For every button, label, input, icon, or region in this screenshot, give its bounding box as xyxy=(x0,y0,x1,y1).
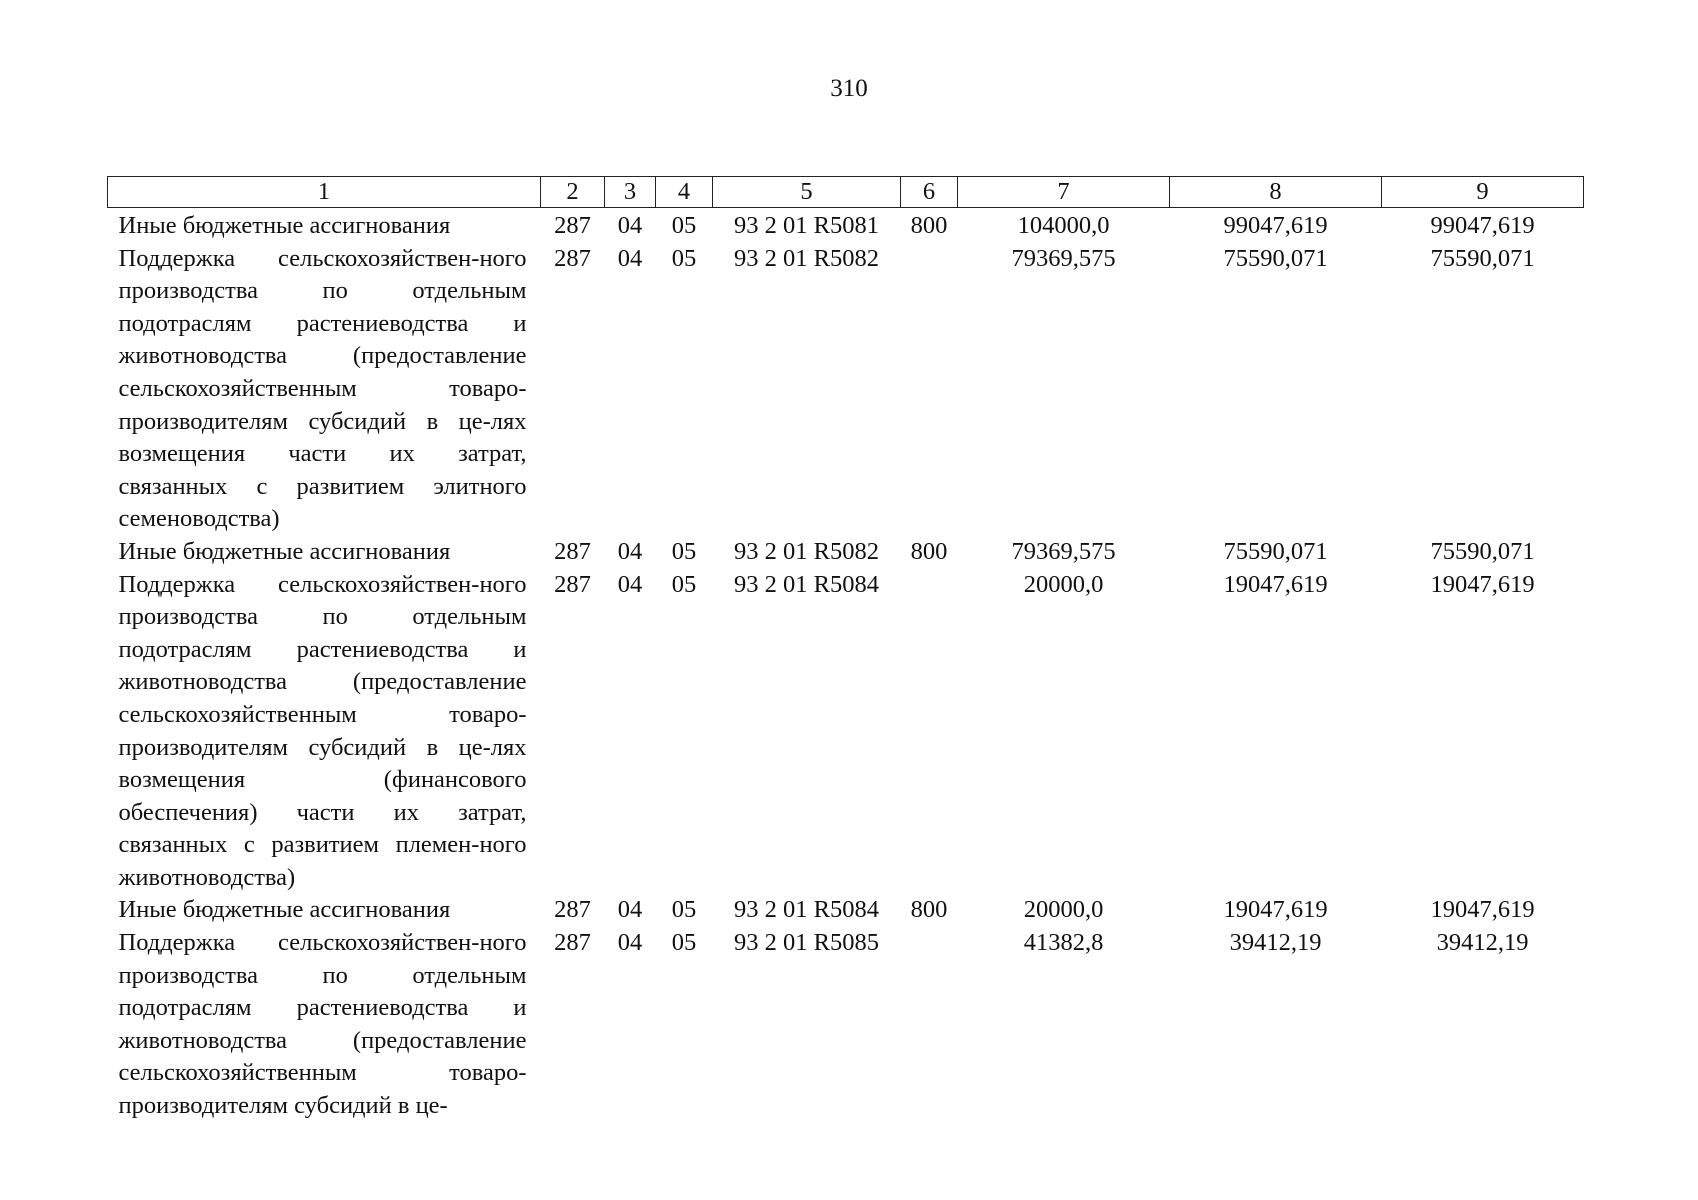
cell-amount-col7: 20000,0 xyxy=(1023,896,1104,924)
cell-amount-col9: 39412,19 xyxy=(1436,929,1529,957)
cell-amount-col9: 19047,619 xyxy=(1430,570,1535,598)
cell-ministry-code: 287 xyxy=(554,212,591,239)
table-body xyxy=(108,208,1584,1123)
cell-section-code: 04 xyxy=(617,896,643,924)
cell-target-article: 93 2 01 R5082 xyxy=(734,244,879,272)
row-name: Поддержка сельскохозяйствен-ного производства по отдельным подотраслям растениеводства и животноводства (предоставление сельскохозяйственным товаро-производителям субсидий в це-лях возмещения (финансового обеспечения) части их затрат, связанных с развитием племен-ного животноводства) xyxy=(118,570,527,891)
page-number: 310 xyxy=(830,75,868,102)
table-row xyxy=(108,208,1584,243)
cell-subsection-code: 05 xyxy=(671,537,697,565)
table-row xyxy=(108,894,1584,927)
cell-expense-type xyxy=(901,569,958,895)
header-col-9: 9 xyxy=(1382,177,1584,208)
cell-amount-col7: 104000,0 xyxy=(1017,212,1110,239)
row-name: Иные бюджетные ассигнования xyxy=(118,896,451,924)
table-row xyxy=(108,569,1584,895)
header-col-8: 8 xyxy=(1170,177,1382,208)
header-col-1: 1 xyxy=(108,177,541,208)
cell-ministry-code: 287 xyxy=(554,537,591,565)
row-name: Поддержка сельскохозяйствен-ного производства по отдельным подотраслям растениеводства и животноводства (предоставление сельскохозяйственным товаро-производителям субсидий в це-лях возмещения части их затрат, связанных с развитием элитного семеноводства) xyxy=(118,244,527,533)
header-col-3: 3 xyxy=(605,177,656,208)
table-row xyxy=(108,927,1584,1123)
row-name: Поддержка сельскохозяйствен-ного производства по отдельным подотраслям растениеводства и животноводства (предоставление сельскохозяйственным товаро-производителям субсидий в це- xyxy=(118,929,527,1120)
header-row xyxy=(108,177,1584,208)
header-col-2: 2 xyxy=(541,177,605,208)
cell-amount-col8: 39412,19 xyxy=(1229,929,1322,957)
cell-amount-col9: 19047,619 xyxy=(1430,896,1535,924)
cell-ministry-code: 287 xyxy=(554,896,591,924)
cell-expense-type xyxy=(901,243,958,536)
cell-subsection-code: 05 xyxy=(671,244,697,272)
cell-section-code: 04 xyxy=(617,537,643,565)
header-col-5: 5 xyxy=(713,177,901,208)
cell-target-article: 93 2 01 R5084 xyxy=(734,896,879,924)
header-col-4: 4 xyxy=(656,177,713,208)
cell-amount-col8: 19047,619 xyxy=(1223,570,1328,598)
cell-target-article: 93 2 01 R5084 xyxy=(734,570,879,598)
row-name: Иные бюджетные ассигнования xyxy=(118,537,451,565)
cell-amount-col8: 19047,619 xyxy=(1223,896,1328,924)
cell-subsection-code: 05 xyxy=(671,570,697,598)
cell-amount-col7: 79369,575 xyxy=(1011,244,1116,272)
cell-amount-col8: 75590,071 xyxy=(1223,537,1328,565)
cell-expense-type: 800 xyxy=(910,212,948,239)
budget-table xyxy=(107,176,1584,1123)
cell-subsection-code: 05 xyxy=(671,212,697,239)
cell-subsection-code: 05 xyxy=(671,896,697,924)
cell-target-article: 93 2 01 R5081 xyxy=(734,212,879,239)
cell-subsection-code: 05 xyxy=(671,929,697,957)
cell-amount-col8: 75590,071 xyxy=(1223,244,1328,272)
cell-section-code: 04 xyxy=(617,570,643,598)
table-header xyxy=(108,177,1584,208)
cell-target-article: 93 2 01 R5085 xyxy=(734,929,879,957)
cell-ministry-code: 287 xyxy=(554,570,591,598)
cell-section-code: 04 xyxy=(617,929,643,957)
cell-expense-type xyxy=(901,927,958,1123)
cell-section-code: 04 xyxy=(617,212,643,239)
row-name: Иные бюджетные ассигнования xyxy=(118,212,451,239)
cell-target-article: 93 2 01 R5082 xyxy=(734,537,879,565)
cell-ministry-code: 287 xyxy=(554,929,591,957)
table-row xyxy=(108,243,1584,536)
table-row xyxy=(108,536,1584,569)
cell-amount-col9: 99047,619 xyxy=(1430,212,1535,239)
cell-amount-col7: 20000,0 xyxy=(1023,570,1104,598)
cell-amount-col7: 41382,8 xyxy=(1023,929,1104,957)
header-col-7: 7 xyxy=(958,177,1170,208)
cell-expense-type: 800 xyxy=(910,896,948,924)
cell-amount-col9: 75590,071 xyxy=(1430,244,1535,272)
cell-expense-type: 800 xyxy=(910,537,948,565)
cell-ministry-code: 287 xyxy=(554,244,591,272)
cell-section-code: 04 xyxy=(617,244,643,272)
cell-amount-col7: 79369,575 xyxy=(1011,537,1116,565)
cell-amount-col8: 99047,619 xyxy=(1223,212,1328,239)
header-col-6: 6 xyxy=(901,177,958,208)
cell-amount-col9: 75590,071 xyxy=(1430,537,1535,565)
